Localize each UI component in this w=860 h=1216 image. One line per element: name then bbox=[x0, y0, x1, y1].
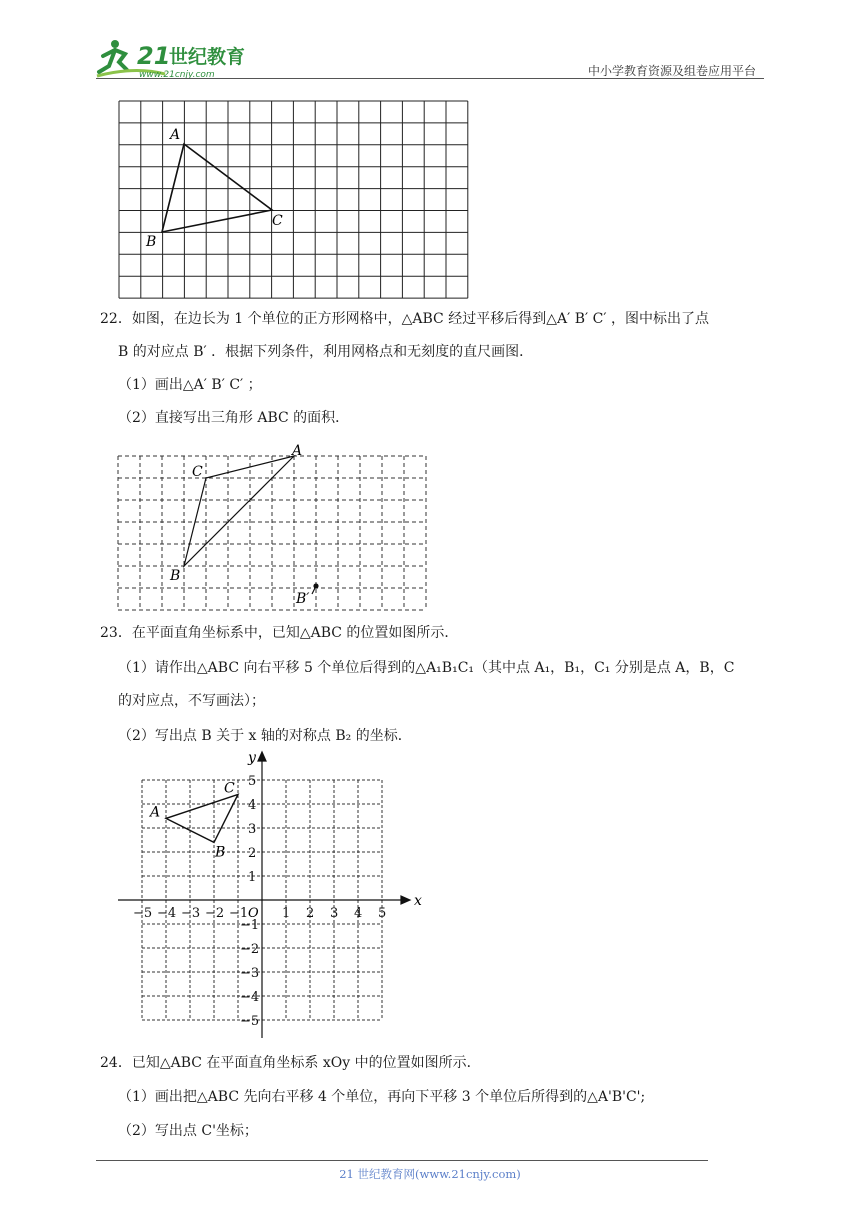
label-c: C bbox=[224, 780, 235, 797]
footer-divider bbox=[96, 1160, 708, 1161]
label-b: B bbox=[215, 844, 226, 861]
svg-text:21: 21 bbox=[137, 42, 171, 70]
y-tick-label: −3 bbox=[240, 966, 260, 981]
y-axis-label: y bbox=[248, 750, 256, 766]
q22-line1: 22．如图，在边长为 1 个单位的正方形网格中，△ABC 经过平移后得到△A′ B′ C′ ，图中标出了点 bbox=[100, 311, 709, 327]
q24-sub2: （2）写出点 C'坐标； bbox=[118, 1123, 258, 1139]
x-tick-label: 4 bbox=[354, 906, 363, 921]
site-logo bbox=[95, 36, 270, 80]
x-tick-label: −2 bbox=[205, 906, 225, 921]
x-axis-arrow-icon bbox=[401, 896, 410, 904]
y-tick-label: 1 bbox=[248, 870, 257, 885]
q23-line1: 23．在平面直角坐标系中，已知△ABC 的位置如图所示． bbox=[100, 625, 459, 641]
y-tick-label: 3 bbox=[248, 822, 257, 837]
origin-label: O bbox=[248, 906, 259, 921]
fig-top-triangle bbox=[118, 100, 470, 300]
q22-sub2: （2）直接写出三角形 ABC 的面积． bbox=[118, 410, 350, 426]
x-tick-label: 3 bbox=[330, 906, 339, 921]
y-tick-label: −5 bbox=[240, 1014, 260, 1029]
q22-sub1: （1）画出△A′ B′ C′ ； bbox=[118, 377, 262, 393]
triangle-abc bbox=[166, 794, 238, 842]
label-a: A bbox=[170, 127, 181, 143]
label-c: C bbox=[272, 213, 283, 229]
q22-line2: B 的对应点 B′ ．根据下列条件，利用网格点和无刻度的直尺画图． bbox=[118, 344, 534, 360]
svg-text:www.21cnjy.com: www.21cnjy.com bbox=[139, 70, 215, 80]
y-tick-label: −2 bbox=[240, 942, 260, 957]
q24-line1: 24．已知△ABC 在平面直角坐标系 xOy 中的位置如图所示． bbox=[100, 1055, 481, 1071]
fig-q22-grid bbox=[116, 443, 428, 614]
q23-sub2: （2）写出点 B 关于 x 轴的对称点 B₂ 的坐标． bbox=[118, 728, 412, 744]
x-tick-label: −3 bbox=[181, 906, 201, 921]
x-tick-label: −4 bbox=[157, 906, 177, 921]
x-tick-label: 1 bbox=[282, 906, 291, 921]
y-tick-label: 5 bbox=[248, 774, 257, 789]
q23-sub1b: 的对应点，不写画法）； bbox=[118, 693, 265, 709]
svg-text:世纪教育: 世纪教育 bbox=[169, 46, 246, 68]
platform-name: 中小学教育资源及组卷应用平台 bbox=[587, 64, 756, 78]
q24-sub1: （1）画出把△ABC 先向右平移 4 个单位，再向下平移 3 个单位后所得到的△A'B'C'; bbox=[118, 1089, 646, 1105]
label-c: C bbox=[192, 464, 203, 480]
footer-link[interactable]: 21 世纪教育网(www.21cnjy.com) bbox=[339, 1167, 521, 1181]
y-tick-label: −1 bbox=[240, 918, 260, 933]
label-a: A bbox=[292, 443, 303, 459]
triangle-abc bbox=[162, 144, 272, 232]
label-a: A bbox=[150, 804, 161, 821]
x-tick-label: −1 bbox=[229, 906, 249, 921]
y-tick-label: −4 bbox=[240, 990, 260, 1005]
y-tick-label: 4 bbox=[248, 798, 257, 813]
label-b: B bbox=[170, 568, 181, 584]
x-tick-label: −5 bbox=[133, 906, 153, 921]
label-b: B bbox=[146, 234, 157, 250]
header-divider bbox=[96, 78, 764, 79]
x-tick-label: 5 bbox=[378, 906, 387, 921]
label-b-prime: B′ bbox=[296, 591, 310, 607]
x-axis-label: x bbox=[414, 893, 422, 909]
y-axis-arrow-icon bbox=[258, 752, 266, 761]
fig-q23-coordinate bbox=[114, 750, 424, 1040]
y-tick-label: 2 bbox=[248, 846, 257, 861]
x-tick-label: 2 bbox=[306, 906, 315, 921]
q23-sub1a: （1）请作出△ABC 向右平移 5 个单位后得到的△A₁B₁C₁（其中点 A₁，B₁，C₁ 分别是点 A，B，C bbox=[118, 660, 735, 676]
